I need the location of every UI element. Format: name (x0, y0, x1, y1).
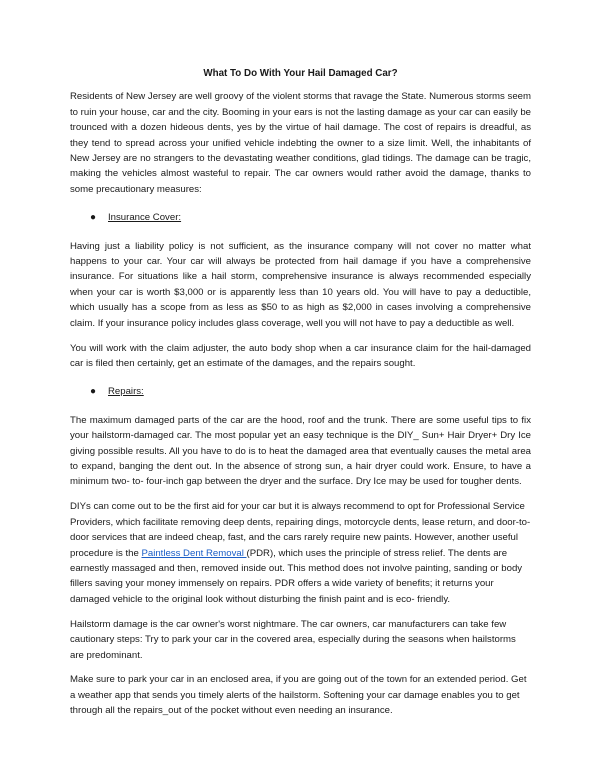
bullet-icon: ● (90, 386, 97, 398)
section-heading-repairs (70, 384, 531, 399)
section-heading-label: Repairs: (108, 386, 144, 398)
paragraph-text: (PDR), which uses the principle of stress relief. The dents are earnestly massaged and then, removed inside out. This method does not involve painting, sanding or body fillers saving your money immensely on repairs. PDR offers a wide variety of benefits; it returns your damaged vehicle to the original look without disturbing the finish paint and is eco- friendly. (70, 547, 523, 605)
intro-paragraph: Residents of New Jersey are well groovy of the violent storms that ravage the State. Numerous storms seem to ruin your house, car and the city. Booming in your ears is not the lasting damage as your car can easily be trounced with a dozen hideous dents, yes by the virtue of hail damage. The cost of repairs is dreadful, as they tend to spread across your unified vehicle indebting the owner to a size limit. Well, the inhabitants of New Jersey are no strangers to the devastating weather conditions, glad tidings. The damage can be tragic, making the vehicles almost wasteful to repair. The car owners would rather avoid the damage, thanks to some precautionary measures: (70, 91, 531, 195)
paintless-dent-removal-link[interactable]: Paintless Dent Removal (141, 547, 247, 559)
page-title: What To Do With Your Hail Damaged Car? (203, 68, 398, 79)
repairs-paragraph-2 (70, 499, 531, 607)
repairs-paragraph-1: The maximum damaged parts of the car are the hood, roof and the trunk. There are some useful tips to fix your hailstorm-damaged car. The most popular yet an easy technique is the DIY_ Sun+ Hair Dryer+ Dry Ice giving possible results. All you have to do is to heat the damaged area that eventually causes the metal area to expand, banging the dent out. In the absence of strong sun, a hair dryer could work. Ensure, to have a minimum two- to- four-inch gap between the dryer and the surface. Dry Ice may be used for tougher dents. (70, 414, 531, 488)
repairs-paragraph-4: Make sure to park your car in an enclosed area, if you are going out of the town for an extended period. Get a weather app that sends you timely alerts of the hailstorm. Softening your car damage enables you to get through all the repairs_out of the pocket without even needing an insurance. (70, 674, 527, 717)
bullet-icon: ● (90, 212, 97, 224)
paragraph-text: DIYs can come out to be the first aid for your car but it is always recommend to opt for Professional Service Providers, which facilitate removing deep dents, repairing dings, motorcycle dents, lease return, and door-to-door services that are indeed cheap, fast, and the cars rarely require new paints. However, another useful procedure is the (70, 501, 531, 559)
insurance-paragraph-1: Having just a liability policy is not sufficient, as the insurance company will not cover no matter what happens to your car. Your car will always be protected from hail damage if you have a comprehensive insurance. For situations like a hail storm, comprehensive insurance is always recommended especially when your car is worth $3,000 or is apparently less than 10 years old. You will have to pay a deductible, which usually has a scope from as less as $50 to as high as $2,000 in cases involving a comprehensive claim. If your insurance policy includes glass coverage, well you will not have to pay a deductible as well. (70, 240, 531, 329)
insurance-paragraph-2: You will work with the claim adjuster, the auto body shop when a car insurance claim for the hail-damaged car is filed then certainly, get an estimate of the damages, and the repairs sought. (70, 342, 531, 369)
repairs-paragraph-3: Hailstorm damage is the car owner's worst nightmare. The car owners, car manufacturers can take few cautionary steps: Try to park your car in the covered area, especially during the seasons when hailstorms are predominant. (70, 618, 516, 661)
section-heading-insurance (70, 210, 531, 225)
section-heading-label: Insurance Cover: (108, 212, 182, 224)
document-body (70, 66, 531, 728)
